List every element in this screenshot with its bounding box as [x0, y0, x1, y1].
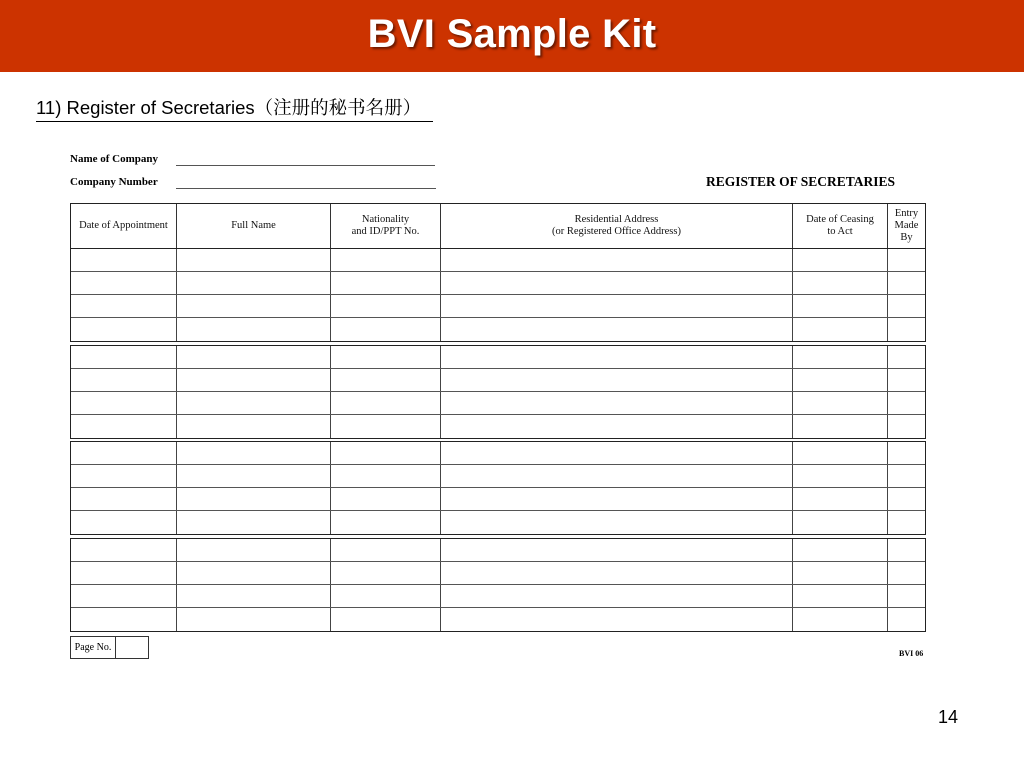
table-cell: [793, 346, 888, 368]
table-cell: [441, 369, 793, 391]
table-row: [71, 539, 925, 562]
table-cell: [888, 488, 925, 510]
column-header: Entry Made By: [894, 208, 919, 243]
table-row: [71, 442, 925, 465]
table-row: [71, 369, 925, 392]
table-cell: [793, 488, 888, 510]
table-cell: [441, 346, 793, 368]
table-cell: [177, 511, 331, 534]
table-cell: [331, 465, 441, 487]
table-cell: [177, 562, 331, 584]
table-cell: [441, 442, 793, 464]
column-header: Date of Appointment: [71, 204, 177, 248]
column-header: Nationality and ID/PPT No.: [331, 204, 441, 248]
table-cell: [793, 511, 888, 534]
table-row: [71, 415, 925, 438]
table-cell: [441, 272, 793, 294]
table-cell: [177, 369, 331, 391]
page-number-label: Page No.: [71, 637, 116, 658]
entry-block: [70, 345, 926, 439]
table-cell: [793, 295, 888, 317]
table-cell: [331, 369, 441, 391]
table-row: [71, 346, 925, 369]
table-cell: [441, 562, 793, 584]
table-cell: [331, 295, 441, 317]
company-number-label: Company Number: [70, 176, 158, 188]
table-cell: [71, 346, 177, 368]
table-row: [71, 562, 925, 585]
table-cell: [177, 415, 331, 438]
table-cell: [71, 539, 177, 561]
table-row: [71, 585, 925, 608]
table-cell: [793, 539, 888, 561]
table-cell: [71, 249, 177, 271]
table-cell: [177, 295, 331, 317]
table-cell: [441, 511, 793, 534]
table-cell: [888, 465, 925, 487]
table-cell: [71, 608, 177, 631]
table-cell: [177, 392, 331, 414]
table-cell: [177, 442, 331, 464]
table-cell: [441, 249, 793, 271]
entry-block: [70, 248, 926, 342]
table-cell: [331, 585, 441, 607]
entry-block: [70, 441, 926, 535]
table-row: [71, 465, 925, 488]
table-cell: [888, 585, 925, 607]
table-cell: [888, 415, 925, 438]
table-cell: [441, 585, 793, 607]
table-row: [71, 295, 925, 318]
table-row: [71, 608, 925, 631]
table-cell: [177, 272, 331, 294]
table-cell: [331, 346, 441, 368]
column-header: Residential Address (or Registered Office Address): [441, 204, 793, 248]
table-cell: [793, 415, 888, 438]
table-cell: [177, 488, 331, 510]
table-row: [71, 272, 925, 295]
company-number-line: [176, 188, 436, 189]
table-cell: [331, 511, 441, 534]
table-cell: [888, 318, 925, 341]
table-cell: [71, 585, 177, 607]
table-row: [71, 392, 925, 415]
slide-subtitle: 11) Register of Secretaries（注册的秘书名册）: [36, 94, 433, 122]
form-code: BVI 06: [899, 649, 924, 658]
column-header: Full Name: [177, 204, 331, 248]
table-cell: [888, 562, 925, 584]
table-cell: [331, 415, 441, 438]
table-cell: [71, 295, 177, 317]
table-cell: [331, 442, 441, 464]
table-row: [71, 511, 925, 534]
table-cell: [177, 539, 331, 561]
table-cell: [331, 608, 441, 631]
table-cell: [177, 346, 331, 368]
table-cell: [331, 392, 441, 414]
table-cell: [177, 585, 331, 607]
table-cell: [331, 562, 441, 584]
table-cell: [441, 488, 793, 510]
table-cell: [71, 511, 177, 534]
table-cell: [888, 392, 925, 414]
table-cell: [793, 585, 888, 607]
table-cell: [888, 369, 925, 391]
slide-number: 14: [938, 707, 959, 727]
table-cell: [793, 272, 888, 294]
company-name-label: Name of Company: [70, 153, 158, 165]
register-title: REGISTER OF SECRETARIES: [706, 174, 896, 189]
table-cell: [441, 318, 793, 341]
table-cell: [888, 442, 925, 464]
table-cell: [888, 511, 925, 534]
table-cell: [888, 539, 925, 561]
table-cell: [71, 465, 177, 487]
table-row: [71, 249, 925, 272]
table-cell: [441, 295, 793, 317]
table-cell: [71, 562, 177, 584]
table-cell: [71, 415, 177, 438]
table-row: [71, 318, 925, 341]
table-cell: [71, 318, 177, 341]
company-name-line: [176, 165, 435, 166]
table-cell: [441, 465, 793, 487]
table-cell: [331, 539, 441, 561]
table-cell: [793, 392, 888, 414]
table-cell: [888, 295, 925, 317]
entry-block: [70, 538, 926, 632]
table-cell: [793, 318, 888, 341]
table-cell: [793, 608, 888, 631]
page-number-box: [70, 636, 149, 659]
table-cell: [71, 272, 177, 294]
table-cell: [441, 539, 793, 561]
slide-title: BVI Sample Kit: [367, 11, 657, 56]
table-row: [71, 488, 925, 511]
table-cell: [441, 608, 793, 631]
table-cell: [888, 608, 925, 631]
table-cell: [793, 369, 888, 391]
table-cell: [177, 465, 331, 487]
table-cell: [71, 442, 177, 464]
table-cell: [71, 392, 177, 414]
table-cell: [441, 392, 793, 414]
table-cell: [177, 249, 331, 271]
table-cell: [888, 346, 925, 368]
table-cell: [441, 415, 793, 438]
table-header: [70, 203, 926, 249]
table-cell: [177, 608, 331, 631]
table-cell: [71, 369, 177, 391]
table-cell: [331, 488, 441, 510]
table-cell: [793, 249, 888, 271]
table-cell: [331, 272, 441, 294]
table-cell: [793, 442, 888, 464]
table-cell: [793, 562, 888, 584]
table-cell: [888, 272, 925, 294]
column-header: Date of Ceasing to Act: [793, 204, 888, 248]
table-cell: [793, 465, 888, 487]
table-cell: [331, 249, 441, 271]
table-cell: [331, 318, 441, 341]
table-cell: [888, 249, 925, 271]
table-cell: [71, 488, 177, 510]
table-cell: [177, 318, 331, 341]
